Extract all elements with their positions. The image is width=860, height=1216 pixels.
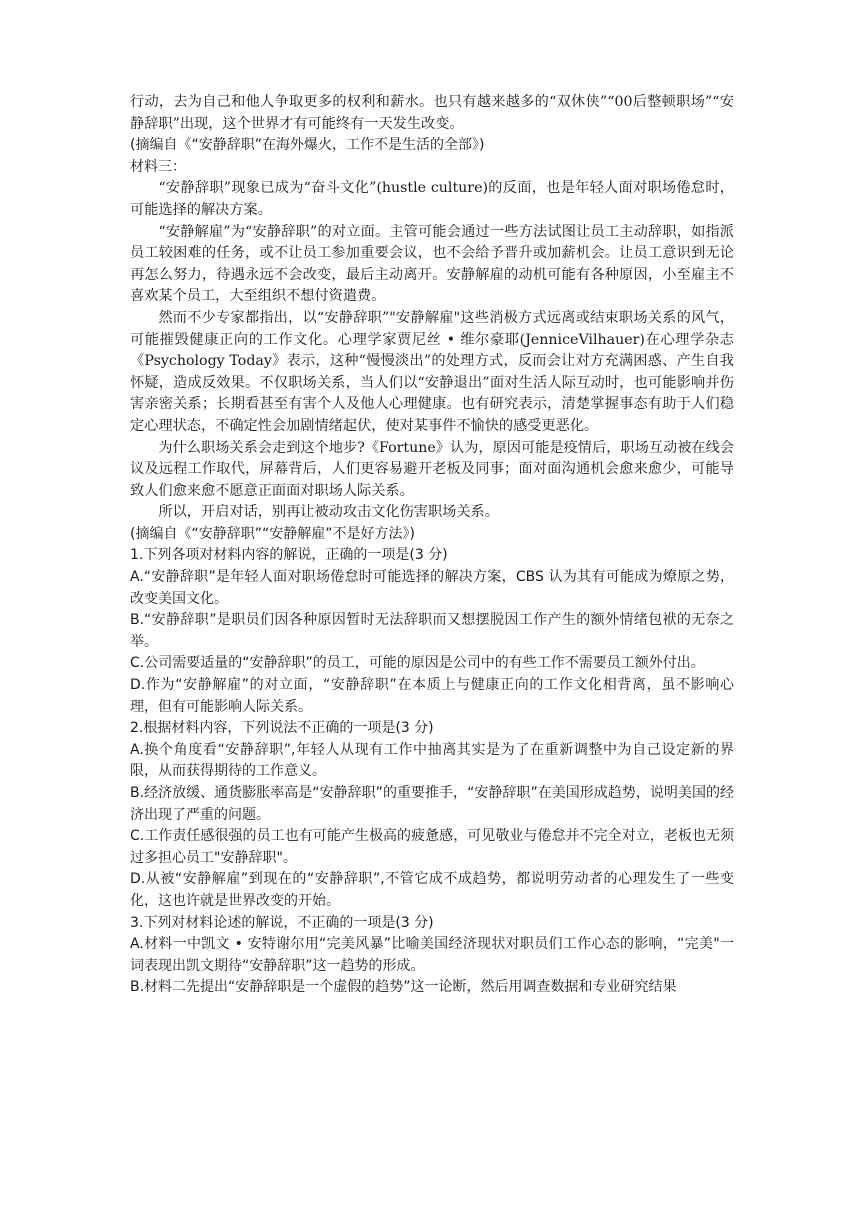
material-3-label: 材料三： (130, 158, 186, 175)
question-1-option-c: C.公司需要适量的“安静辞职”的员工，可能的原因是公司中的有些工作不需要员工额外付出。 (130, 655, 705, 672)
material-3-paragraph-3: 然而不少专家都指出，以“安静辞职”"安静解雇"这些消极方式远离或结束职场关系的风气，可能摧毁健康正向的工作文化。心理学家贾尼丝 • 维尔豪耶(JenniceVilhauer)在心理学杂志《Psychology Today》表示，这种“慢慢淡出”的处理方式，反而会让对方充满困惑、产生自我怀疑，造成反效果。不仅职场关系，当人们以“安静退出”面对生活人际互动时，也可能影响并伤害亲密关系；长期看甚至有害个人及他人心理健康。也有研究表示，清楚掌握事态有助于人们稳定心理状态，不确定性会加剧情绪起伏，使对某事件不愉快的感受更恶化。 (130, 309, 734, 434)
question-3-option-b: B.材料二先提出“安静辞职是一个虚假的趋势”这一论断，然后用调查数据和专业研究结果 (130, 979, 677, 996)
source-citation-3: (摘编自《“安静辞职”“安静解雇”不是好方法》) (130, 525, 415, 542)
question-2: 2.根据材料内容，下列说法不正确的一项是(3 分) (130, 720, 434, 737)
question-1: 1.下列各项对材料内容的解说，正确的一项是(3 分) (130, 547, 448, 564)
document-page (130, 92, 734, 999)
question-2-option-d: D.从被“安静解雇”到现在的“安静辞职”,不管它成不成趋势，都说明劳动者的心理发生了一些变化，这也许就是世界改变的开始。 (130, 871, 734, 909)
continuation-paragraph: 行动，去为自己和他人争取更多的权利和薪水。也只有越来越多的“双休侠”“00后整顿职场”“安静辞职”出现，这个世界才有可能终有一天发生改变。 (130, 94, 734, 132)
question-1-option-a: A.“安静辞职”是年轻人面对职场倦怠时可能选择的解决方案，CBS 认为其有可能成为燎原之势，改变美国文化。 (130, 569, 734, 607)
material-3-paragraph-2: “安静解雇”为“安静辞职”的对立面。主管可能会通过一些方法试图让员工主动辞职，如指派员工较困难的任务，或不让员工参加重要会议，也不会给予晋升或加薪机会。让员工意识到无论再怎么努力，待遇永远不会改变，最后主动离开。安静解雇的动机可能有各种原因，小至雇主不喜欢某个员工，大至组织不想付资遣费。 (130, 223, 734, 305)
question-2-option-a: A.换个角度看“安静辞职”,年轻人从现有工作中抽离其实是为了在重新调整中为自己设定新的界限，从而获得期待的工作意义。 (130, 741, 734, 780)
question-1-option-d: D.作为“安静解雇”的对立面，“安静辞职”在本质上与健康正向的工作文化相背离，虽不影响心理，但有可能影响人际关系。 (130, 677, 734, 715)
question-1-option-b: B.“安静辞职”是职员们因各种原因暂时无法辞职而又想摆脱因工作产生的额外情绪包袱的无奈之举。 (130, 612, 734, 650)
source-citation-2: (摘编自《“安静辞职”在海外爆火，工作不是生活的全部》) (130, 137, 485, 154)
question-3-option-a: A.材料一中凯文 • 安特谢尔用“完美风暴”比喻美国经济现状对职员们工作心态的影响，“完美"一词表现出凯文期待“安静辞职”这一趋势的形成。 (130, 936, 734, 974)
question-2-option-c: C.工作责任感很强的员工也有可能产生极高的疲惫感，可见敬业与倦怠并不完全对立，老板也无须过多担心员工"安静辞职"。 (130, 828, 734, 866)
material-3-paragraph-1: “安静辞职”现象已成为“奋斗文化”(hustle culture)的反面，也是年轻人面对职场倦怠时，可能选择的解决方案。 (130, 180, 734, 218)
question-2-option-b: B.经济放缓、通货膨胀率高是“安静辞职”的重要推手，“安静辞职”在美国形成趋势，说明美国的经济出现了严重的问题。 (130, 785, 734, 823)
question-3: 3.下列对材料论述的解说，不正确的一项是(3 分) (130, 914, 434, 931)
material-3-paragraph-4: 为什么职场关系会走到这个地步?《Fortune》认为，原因可能是疫情后，职场互动被在线会议及远程工作取代，屏幕背后，人们更容易避开老板及同事；面对面沟通机会愈来愈少，可能导致人们愈来愈不愿意正面面对职场人际关系。 (130, 439, 734, 499)
material-3-paragraph-5: 所以，开启对话，别再让被动攻击文化伤害职场关系。 (158, 504, 499, 521)
